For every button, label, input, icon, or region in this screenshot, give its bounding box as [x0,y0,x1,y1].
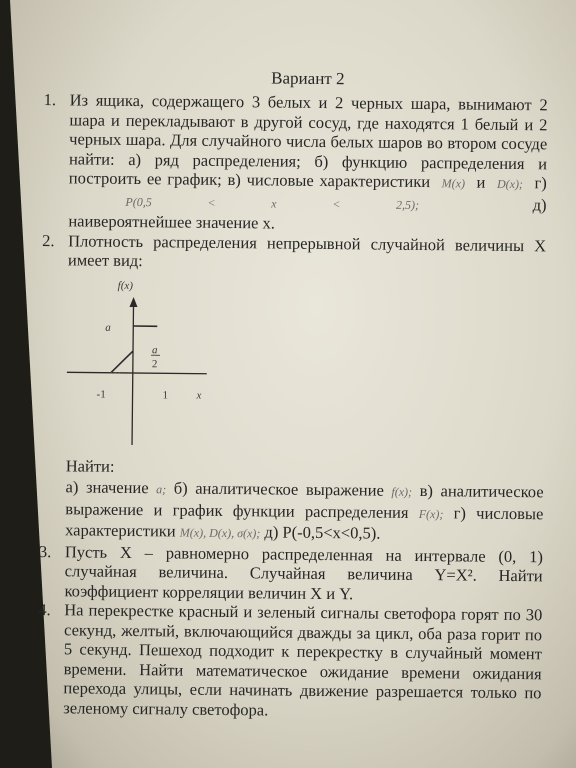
task-1-end: наивероятнейшее значение х. [68,211,276,233]
part-b-text: б) аналитическое выражение [173,478,384,500]
part-a-text: а) значение [65,477,149,498]
find-label: Найти: [65,455,115,476]
task-list [31,90,548,722]
half-a-numerator: a [151,343,158,356]
task-number: 4. [38,600,51,620]
formula-fx: f(x); [391,484,413,499]
x-axis-label: x [196,389,202,402]
density-graph-svg [66,274,308,457]
y-axis-arrow-icon [129,296,137,306]
task-3-text: Пусть Х – равномерно распределенная на интервале (0, 1) случайная величина. Случайная величина Y=X². Найти коэффициент корреляции величин Х и Y. [64,541,543,603]
task-2-intro: Плотность распределения непрерывной случайной величины Х имеет вид: [67,230,547,271]
y-axis [132,303,133,445]
part-g-label: г) [534,173,547,193]
variant-title: Вариант 2 [271,68,345,89]
task-1 [36,90,547,236]
document-content [31,66,548,722]
half-a-denominator: 2 [151,357,158,370]
density-graph [66,274,546,459]
task-number: 2. [42,230,55,250]
part-v-text: в) аналитическое выражение и график функции распределения [65,481,544,522]
part-g-text: г) числовые характеристики [65,502,544,541]
x-tick-one: 1 [162,388,169,401]
x-axis [67,372,207,373]
task-2-parts [65,477,544,547]
formula-dx: D(x); [496,176,524,192]
task-1-body: Из ящика, содержащего 3 белых и 2 черных шара, вынимают 2 шара и перекладывают в другой сосуд, где находятся 1 белый и 2 черных шара. Для случайного числа белых шаров во втором сосуде найти: а) ряд распределения; б) функцию распределения и построить ее график; в) числовые характеристики [68,90,548,192]
formula-probability: P(0,5 < x < 2,5); [125,194,420,212]
and-word: и [476,172,486,192]
task-4-text: На перекрестке красный и зеленый сигналы светофора горят по 30 секунд, желтый, включающийся дважды за цикл, оба раза горит по 5 секунд. Пешеход подходит к перекрестку в случайный момент времени. Найти математическое ожидание времени ожидания перехода улицы, если начинать движение разрешается только по зеленому сигналу светофора. [63,600,543,719]
task-3 [32,541,543,605]
formula-mx: M(x) [441,176,466,191]
task-2 [33,230,546,546]
part-d-label: д) [532,194,547,214]
density-rising-segment [111,350,133,372]
x-tick-neg-one: -1 [96,388,106,401]
task-4 [31,600,542,722]
formula-characteristics: M(x), D(x), σ(x); [179,525,261,541]
part-d-text: д) P(-0,5<x<0,5). [264,522,381,543]
task-number: 1. [43,90,57,110]
y-axis-label: f(x) [117,279,134,292]
formula-Fx: F(x); [418,506,444,521]
level-a-label: a [105,321,111,334]
var-a: a; [156,482,167,497]
task-number: 3. [38,541,52,561]
task-1-text [68,90,547,216]
